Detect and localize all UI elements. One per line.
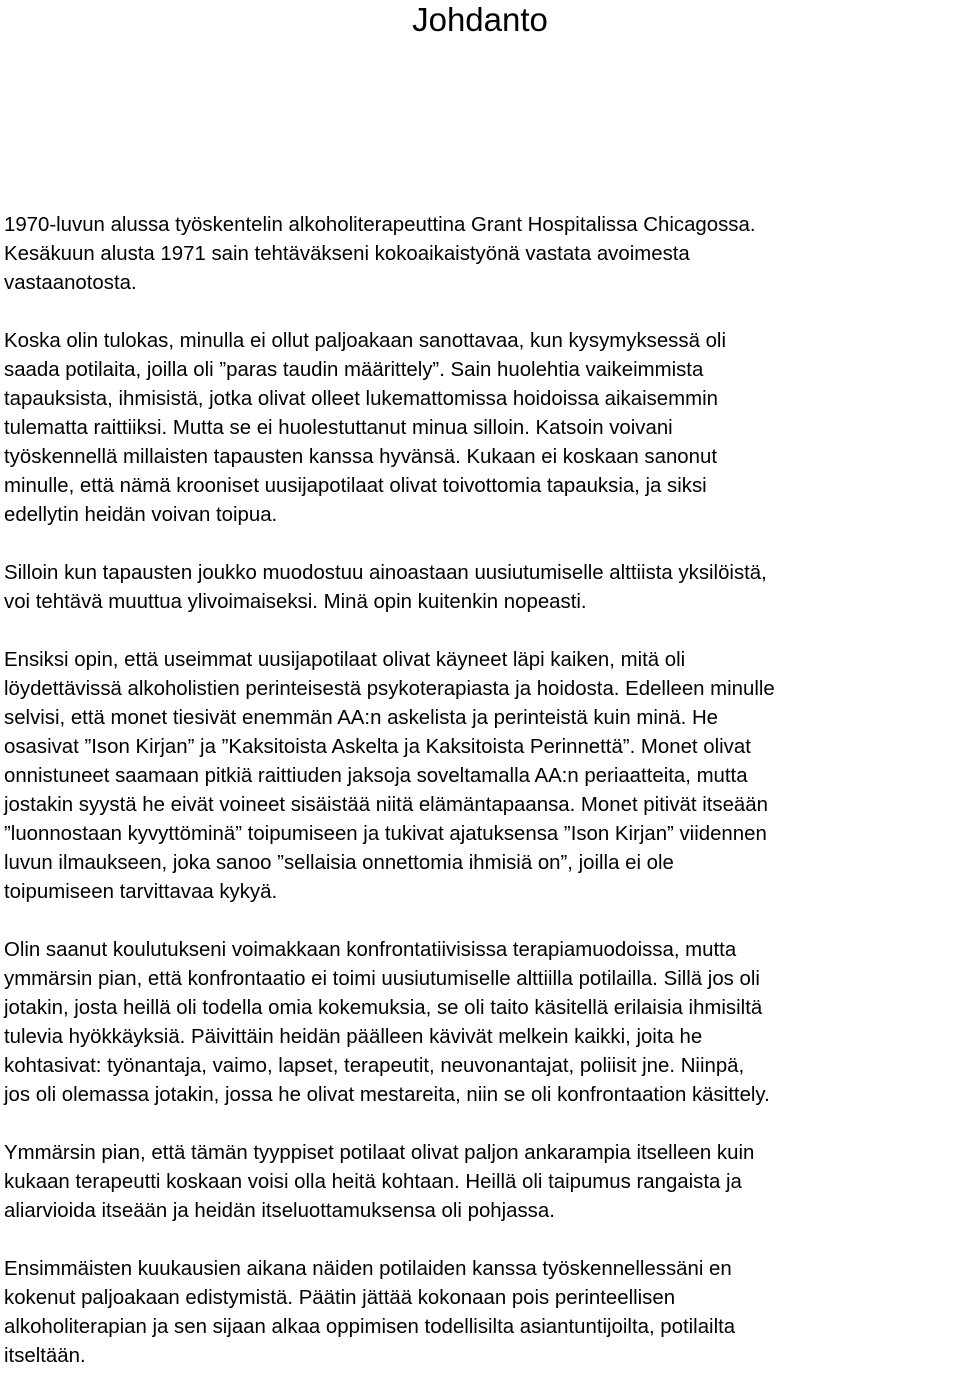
paragraph-6: Ymmärsin pian, että tämän tyyppiset potilaat olivat paljon ankarampia itselleen kuin kukaan terapeutti koskaan voisi olla heitä kohtaan. Heillä oli taipumus rangaista ja aliarvioida itseään ja heidän itseluottamuksensa oli pohjassa.	[4, 1142, 755, 1222]
paragraph-2: Koska olin tulokas, minulla ei ollut paljoakaan sanottavaa, kun kysymyksessä oli saada potilaita, joilla oli ”paras taudin määrittely”. Sain huolehtia vaikeimmista tapauksista, ihmisistä, jotka olivat olleet lukemattomissa hoidoissa aikaisemmin tulematta raittiiksi. Mutta se ei huolestuttanut minua silloin. Katsoin voivani työskennellä millaisten tapausten kanssa hyvänsä. Kukaan ei koskaan sanonut minulle, että nämä krooniset uusijapotilaat olivat toivottomia tapauksia, ja siksi edellytin heidän voivan toipua.	[4, 330, 726, 526]
paragraph-5: Olin saanut koulutukseni voimakkaan konfrontatiivisissa terapiamuodoissa, mutta ymmärsin pian, että konfrontaatio ei toimi uusiutumiselle alttiilla potilailla. Sillä jos oli jotakin, josta heillä oli todella omia kokemuksia, se oli taito käsitellä erilaisia ihmisiltä tulevia hyökkäyksiä. Päivittäin heidän päälleen kävivät melkein kaikki, joita he kohtasivat: työnantaja, vaimo, lapset, terapeutit, neuvonantajat, poliisit jne. Niinpä, jos oli olemassa jotakin, jossa he olivat mestareita, niin se oli konfrontaation käsittely.	[4, 939, 770, 1106]
document-body	[4, 211, 954, 1371]
paragraph-1: 1970-luvun alussa työskentelin alkoholiterapeuttina Grant Hospitalissa Chicagossa. Kesäkuun alusta 1971 sain tehtäväkseni kokoaikaistyönä vastata avoimesta vastaanotosta.	[4, 214, 756, 294]
page-title: Johdanto	[412, 1, 548, 38]
paragraph-4: Ensiksi opin, että useimmat uusijapotilaat olivat käyneet läpi kaiken, mitä oli löydettävissä alkoholistien perinteisestä psykoterapiasta ja hoidosta. Edelleen minulle selvisi, että monet tiesivät enemmän AA:n askelista ja perinteistä kuin minä. He osasivat ”Ison Kirjan” ja ”Kaksitoista Askelta ja Kaksitoista Perinnettä”. Monet olivat onnistuneet saamaan pitkiä raittiuden jaksoja soveltamalla AA:n periaatteita, mutta jostakin syystä he eivät voineet sisäistää niitä elämäntapaansa. Monet pitivät itseään ”luonnostaan kyvyttöminä” toipumiseen ja tukivat ajatuksensa ”Ison Kirjan” viidennen luvun ilmaukseen, joka sanoo ”sellaisia onnettomia ihmisiä on”, joilla ei ole toipumiseen tarvittavaa kykyä.	[4, 649, 775, 903]
paragraph-3: Silloin kun tapausten joukko muodostuu ainoastaan uusiutumiselle alttiista yksilöistä, voi tehtävä muuttua ylivoimaiseksi. Minä opin kuitenkin nopeasti.	[4, 562, 767, 613]
paragraph-7: Ensimmäisten kuukausien aikana näiden potilaiden kanssa työskennellessäni en kokenut paljoakaan edistymistä. Päätin jättää kokonaan pois perinteellisen alkoholiterapian ja sen sijaan alkaa oppimisen todellisilta asiantuntijoilta, potilailta itseltään.	[4, 1258, 736, 1367]
